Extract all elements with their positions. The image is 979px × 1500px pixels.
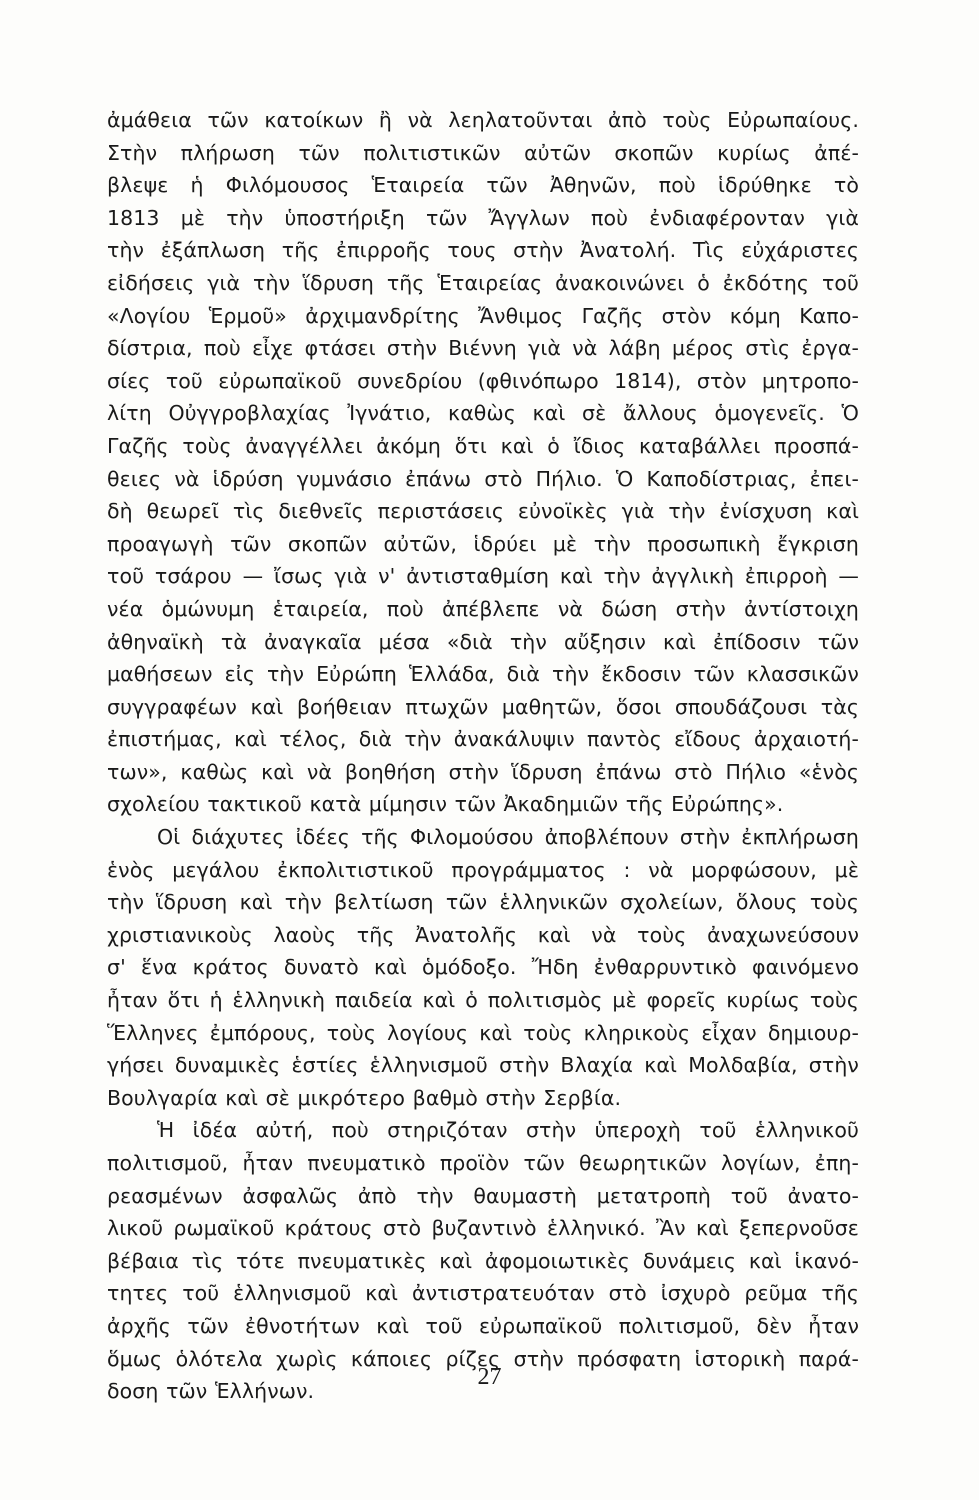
text-line: τητες τοῦ ἑλληνισμοῦ καὶ ἀντιστρατευόταν στὸ ἰσχυρὸ ρεῦμα τῆς <box>107 1281 859 1306</box>
text-line: Στὴν πλήρωση τῶν πολιτιστικῶν αὐτῶν σκοπῶν κυρίως ἀπέ- <box>107 140 859 165</box>
text-line: Οἱ διάχυτες ἰδέες τῆς Φιλομούσου ἀποβλέπουν στὴν ἐκπλήρωση <box>157 825 859 850</box>
text-line: μαθήσεων εἰς τὴν Εὐρώπη Ἑλλάδα, διὰ τὴν ἔκδοσιν τῶν κλασσικῶν <box>107 662 859 687</box>
body-text <box>107 104 859 1408</box>
text-line: Ἕλληνες ἐμπόρους, τοὺς λογίους καὶ τοὺς κληρικοὺς εἶχαν δημιουρ- <box>107 1020 859 1045</box>
text-line: ἀθηναϊκὴ τὰ ἀναγκαῖα μέσα «διὰ τὴν αὔξησιν καὶ ἐπίδοσιν τῶν <box>107 629 859 654</box>
text-line: λίτη Οὐγγροβλαχίας Ἰγνάτιο, καθὼς καὶ σὲ ἄλλους ὁμογενεῖς. Ὁ <box>107 401 859 426</box>
text-line: γήσει δυναμικὲς ἑστίες ἑλληνισμοῦ στὴν Βλαχία καὶ Μολδαβία, στὴν <box>107 1053 859 1078</box>
text-line: ἦταν ὅτι ἡ ἑλληνικὴ παιδεία καὶ ὁ πολιτισμὸς μὲ φορεῖς κυρίως τοὺς <box>107 988 859 1013</box>
text-line: πολιτισμοῦ, ἦταν πνευματικὸ προϊὸν τῶν θεωρητικῶν λογίων, ἐπη- <box>107 1151 859 1175</box>
text-line: των», καθὼς καὶ νὰ βοηθήση στὴν ἵδρυση ἐπάνω στὸ Πήλιο «ἑνὸς <box>107 759 859 784</box>
text-line: συγγραφέων καὶ βοήθειαν πτωχῶν μαθητῶν, ὅσοι σπουδάζουσι τὰς <box>107 694 859 719</box>
text-line: σ' ἕνα κράτος δυνατὸ καὶ ὁμόδοξο. Ἤδη ἐνθαρρυντικὸ φαινόμενο <box>107 955 859 980</box>
text-line: ρεασμένων ἀσφαλῶς ἀπὸ τὴν θαυμαστὴ μετατροπὴ τοῦ ἀνατο- <box>107 1183 859 1208</box>
text-line: ὅμως ὁλότελα χωρὶς κάποιες ρίζες στὴν πρόσφατη ἱστορικὴ παρά- <box>107 1346 859 1371</box>
text-line: 1813 μὲ τὴν ὑποστήριξη τῶν Ἄγγλων ποὺ ἐνδιαφέρονταν γιὰ <box>107 205 859 230</box>
text-line: τὴν ἵδρυση καὶ τὴν βελτίωση τῶν ἑλληνικῶν σχολείων, ὅλους τοὺς <box>107 890 859 915</box>
paragraph <box>107 104 859 821</box>
text-line: τὴν ἐξάπλωση τῆς ἐπιρροῆς τους στὴν Ἀνατολή. Τὶς εὐχάριστες <box>107 238 859 263</box>
text-line: δοση τῶν Ἑλλήνων. <box>107 1379 315 1404</box>
text-line: δὴ θεωρεῖ τὶς διεθνεῖς περιστάσεις εὐνοϊκὲς γιὰ τὴν ἐνίσχυση καὶ <box>107 499 859 524</box>
text-line: βλεψε ἡ Φιλόμουσος Ἑταιρεία τῶν Ἀθηνῶν, ποὺ ἱδρύθηκε τὸ <box>107 173 859 198</box>
text-line: ἀμάθεια τῶν κατοίκων ἢ νὰ λεηλατοῦνται ἀπὸ τοὺς Εὐρωπαίους. <box>107 108 859 132</box>
text-line: λικοῦ ρωμαϊκοῦ κράτους στὸ βυζαντινὸ ἑλληνικό. Ἂν καὶ ξεπερνοῦσε <box>107 1216 859 1241</box>
page-number: 27 <box>477 1364 502 1390</box>
text-line: Βουλγαρία καὶ σὲ μικρότερο βαθμὸ στὴν Σερβία. <box>107 1085 622 1110</box>
paragraph <box>107 821 859 1114</box>
text-line: νέα ὁμώνυμη ἑταιρεία, ποὺ ἀπέβλεπε νὰ δώση στὴν ἀντίστοιχη <box>107 596 859 621</box>
text-line: δίστρια, ποὺ εἶχε φτάσει στὴν Βιέννη γιὰ νὰ λάβη μέρος στὶς ἐργα- <box>107 336 859 361</box>
text-line: θειες νὰ ἱδρύση γυμνάσιο ἐπάνω στὸ Πήλιο. Ὁ Καποδίστριας, ἐπει- <box>107 466 859 491</box>
text-line: «Λογίου Ἑρμοῦ» ἀρχιμανδρίτης Ἄνθιμος Γαζῆς στὸν κόμη Καπο- <box>107 303 859 328</box>
text-line: ἀρχῆς τῶν ἐθνοτήτων καὶ τοῦ εὐρωπαϊκοῦ πολιτισμοῦ, δὲν ἦταν <box>107 1313 859 1338</box>
text-line: σχολείου τακτικοῦ κατὰ μίμησιν τῶν Ἀκαδημιῶν τῆς Εὐρώπης». <box>107 792 784 817</box>
text-line: προαγωγὴ τῶν σκοπῶν αὐτῶν, ἱδρύει μὲ τὴν προσωπικὴ ἔγκριση <box>107 531 859 556</box>
text-line: σίες τοῦ εὐρωπαϊκοῦ συνεδρίου (φθινόπωρο 1814), στὸν μητροπο- <box>107 368 859 393</box>
text-line: εἰδήσεις γιὰ τὴν ἵδρυση τῆς Ἑταιρείας ἀνακοινώνει ὁ ἐκδότης τοῦ <box>107 270 859 295</box>
text-line: ἐπιστήμας, καὶ τέλος, διὰ τὴν ἀνακάλυψιν παντὸς εἴδους ἀρχαιοτή- <box>107 727 859 752</box>
text-line: Γαζῆς τοὺς ἀναγγέλλει ἀκόμη ὅτι καὶ ὁ ἴδιος καταβάλλει προσπά- <box>107 433 859 458</box>
text-line: Ἡ ἰδέα αὐτή, ποὺ στηριζόταν στὴν ὑπεροχὴ τοῦ ἑλληνικοῦ <box>157 1118 859 1143</box>
text-line: τοῦ τσάρου — ἴσως γιὰ ν' ἀντισταθμίση καὶ τὴν ἀγγλικὴ ἐπιρροὴ — <box>107 564 859 589</box>
text-line: ἑνὸς μεγάλου ἐκπολιτιστικοῦ προγράμματος : νὰ μορφώσουν, μὲ <box>107 857 859 882</box>
text-line: βέβαια τὶς τότε πνευματικὲς καὶ ἀφομοιωτικὲς δυνάμεις καὶ ἱκανό- <box>107 1248 859 1273</box>
text-line: χριστιανικοὺς λαοὺς τῆς Ἀνατολῆς καὶ νὰ τοὺς ἀναχωνεύσουν <box>107 922 859 947</box>
